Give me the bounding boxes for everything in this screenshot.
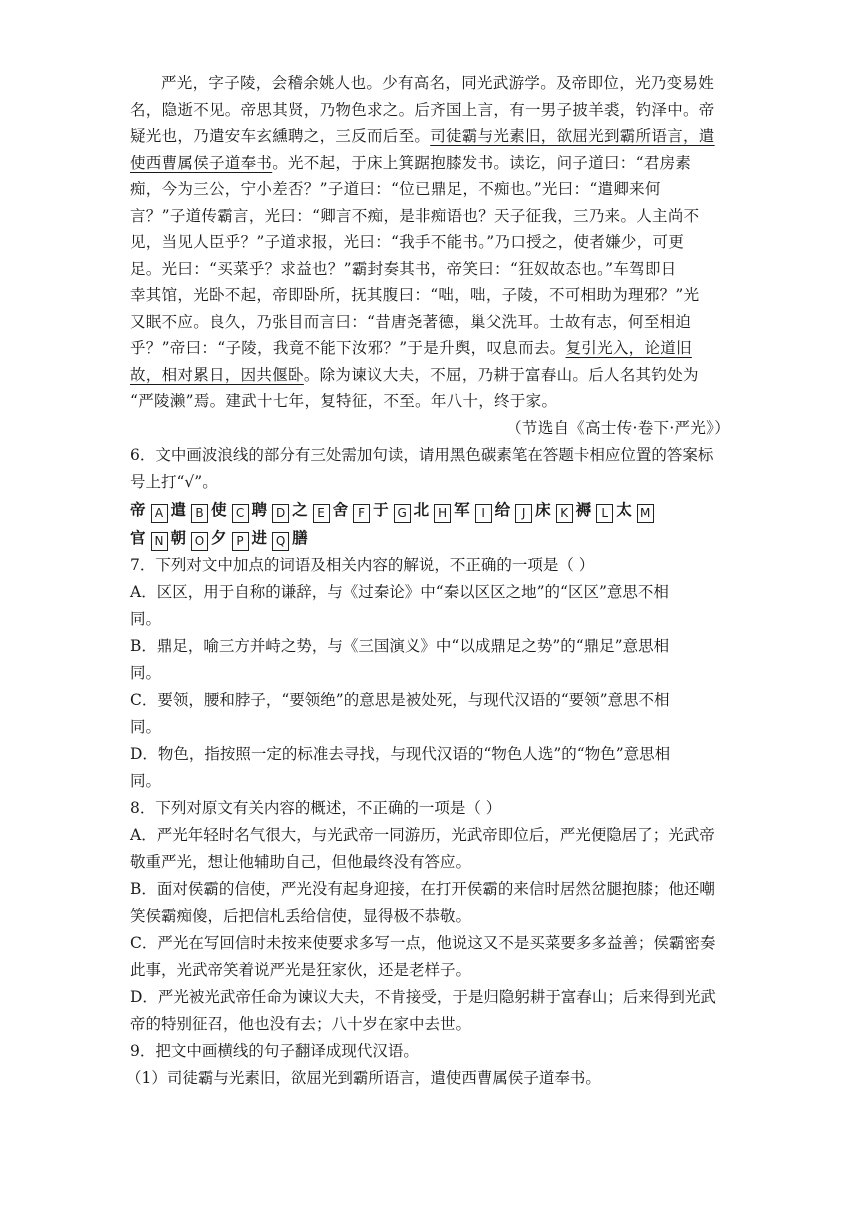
grid-character: 于 [373, 500, 389, 519]
underlined-sentence-2-cont: 故，相对累日，因共偃卧 [130, 365, 304, 384]
grid-character: 帝 [130, 500, 146, 519]
question-7-option-a-cont: 同。 [130, 610, 162, 628]
question-7-stem: 7．下列对文中加点的词语及相关内容的解说，不正确的一项是（ ） [130, 556, 595, 574]
grid-character: 遣 [170, 500, 187, 519]
answer-box-n[interactable]: N [151, 532, 168, 551]
passage-line: 故，相对累日，因共偃卧。除为谏议大夫，不屈，乃耕于富春山。后人名其钓处为 [130, 365, 699, 384]
passage-line: 乎？”帝曰：“子陵，我竟不能下汝邪？”于是升舆，叹息而去。复引光入，论道旧 [130, 339, 692, 357]
underlined-sentence-1-cont: 使西曹属侯子道奉书 [130, 153, 273, 172]
punctuation-grid-row-2 [130, 524, 730, 552]
question-7-option-b-cont: 同。 [130, 664, 162, 682]
answer-box-k[interactable]: K [556, 504, 573, 523]
passage-line: 严光，字子陵，会稽余姚人也。少有高名，同光武游学。及帝即位，光乃变易姓 [161, 74, 715, 92]
classical-passage [130, 70, 730, 441]
answer-box-b[interactable]: B [191, 504, 208, 523]
answer-box-f[interactable]: F [353, 504, 370, 523]
grid-character: 褥 [575, 500, 592, 519]
answer-box-q[interactable]: Q [272, 532, 289, 551]
question-8-option-d-cont: 帝的特别征召，他也没有去；八十岁在家中去世。 [130, 1015, 472, 1033]
question-7-option-b: B．鼎足，喻三方并峙之势，与《三国演义》中“以成鼎足之势”的“鼎足”意思相 [130, 637, 670, 655]
answer-box-e[interactable]: E [313, 504, 330, 523]
question-8-option-b: B．面对侯霸的信使，严光没有起身迎接，在打开侯霸的来信时居然岔腿抱膝；他还嘲 [130, 880, 715, 898]
punctuation-grid-row-1 [130, 496, 730, 524]
grid-character: 聘 [251, 500, 268, 519]
question-8-option-c: C．严光在写回信时未按来使要求多写一点，他说这又不是买菜要多多益善；侯霸密奏 [130, 934, 716, 952]
grid-character: 进 [251, 528, 268, 547]
answer-box-a[interactable]: A [151, 504, 168, 523]
answer-box-l[interactable]: L [596, 504, 613, 523]
grid-character: 夕 [211, 528, 227, 547]
passage-line: 使西曹属侯子道奉书。光不起，于床上箕踞抱膝发书。读讫，问子道曰：“君房素 [130, 153, 692, 172]
question-6-stem-cont: 号上打“√”。 [130, 473, 218, 491]
answer-box-o[interactable]: O [191, 532, 208, 551]
question-9-stem: 9．把文中画横线的句子翻译成现代汉语。 [130, 1042, 419, 1060]
grid-character: 舍 [332, 500, 349, 519]
passage-line: 幸其馆，光卧不起，帝即卧所，抚其腹曰：“咄，咄，子陵，不可相助为理邪？”光 [130, 286, 700, 304]
underlined-sentence-1: 司徒霸与光素旧，欲屈光到霸所语言，遣 [430, 127, 715, 145]
question-7-option-d: D．物色，指按照一定的标准去寻找，与现代汉语的“物色人选”的“物色”意思相 [130, 745, 671, 763]
grid-character: 太 [616, 500, 632, 519]
answer-box-c[interactable]: C [232, 504, 249, 523]
passage-line: “严陵濑”焉。建武十七年，复特征，不至。年八十，终于家。 [130, 392, 558, 410]
grid-character: 使 [211, 500, 227, 519]
passage-line: 名，隐逝不见。帝思其贤，乃物色求之。后齐国上言，有一男子披羊裘，钓泽中。帝 [130, 100, 715, 119]
grid-character: 之 [292, 500, 308, 519]
question-8-option-a: A．严光年轻时名气很大，与光武帝一同游历，光武帝即位后，严光便隐居了；光武帝 [130, 826, 715, 844]
answer-box-h[interactable]: H [434, 504, 451, 523]
grid-character: 朝 [170, 528, 187, 547]
question-8-option-b-cont: 笑侯霸痴傻，后把信札丢给信使，显得极不恭敬。 [130, 907, 472, 925]
grid-character: 军 [454, 500, 470, 519]
passage-source: （节选自《高士传·卷下·严光》） [506, 418, 730, 437]
grid-character: 官 [130, 528, 146, 547]
question-section [126, 442, 730, 1092]
grid-character: 给 [494, 500, 511, 519]
question-7-option-c: C．要领，腰和脖子，“要领绝”的意思是被处死，与现代汉语的“要领”意思不相 [130, 691, 670, 709]
answer-box-i[interactable]: I [475, 504, 492, 523]
question-7-option-a: A．区区，用于自称的谦辞，与《过秦论》中“秦以区区之地”的“区区”意思不相 [130, 583, 669, 601]
passage-line: 又眠不应。良久，乃张目而言曰：“昔唐尧著德，巢父洗耳。士故有志，何至相迫 [130, 312, 692, 331]
passage-line: 见，当见人臣乎？”子道求报，光曰：“我手不能书。”乃口授之，使者嫌少，可更 [130, 233, 685, 251]
question-7-option-c-cont: 同。 [130, 718, 162, 736]
question-8-option-c-cont: 此事，光武帝笑着说严光是狂家伙，还是老样子。 [130, 961, 472, 979]
answer-box-j[interactable]: J [515, 504, 532, 523]
question-7-option-d-cont: 同。 [130, 772, 162, 790]
question-8-option-a-cont: 敬重严光，想让他辅助自己，但他最终没有答应。 [130, 853, 472, 871]
question-9-sentence-1: （1）司徒霸与光素旧，欲屈光到霸所语言，遣使西曹属侯子道奉书。 [126, 1069, 601, 1087]
grid-character: 北 [413, 500, 430, 519]
question-8-stem: 8．下列对原文有关内容的概述，不正确的一项是（ ） [130, 799, 502, 817]
passage-line: 足。光曰：“买菜乎？求益也？”霸封奏其书，帝笑曰：“狂奴故态也。”车驾即日 [130, 259, 677, 278]
underlined-sentence-2: 复引光入，论道旧 [565, 339, 692, 357]
answer-box-g[interactable]: G [394, 504, 411, 523]
question-8-option-d: D．严光被光武帝任命为谏议大夫，不肯接受，于是归隐躬耕于富春山；后来得到光武 [130, 988, 716, 1006]
answer-box-m[interactable]: M [637, 504, 654, 523]
answer-box-d[interactable]: D [272, 504, 289, 523]
grid-character: 床 [535, 500, 551, 519]
question-6-stem: 6．文中画波浪线的部分有三处需加句读，请用黑色碳素笔在答题卡相应位置的答案标 [130, 446, 714, 464]
passage-line: 痴，今为三公，宁小差否？”子道曰：“位已鼎足，不痴也。”光曰：“遣卿来何 [130, 180, 661, 198]
passage-line: 言？”子道传霸言，光曰：“卿言不痴，是非痴语也？天子征我，三乃来。人主尚不 [130, 206, 700, 225]
answer-box-p[interactable]: P [232, 532, 249, 551]
passage-line: 疑光也，乃遣安车玄纁聘之，三反而后至。司徒霸与光素旧，欲屈光到霸所语言，遣 [130, 127, 715, 145]
grid-character: 膳 [292, 528, 308, 547]
